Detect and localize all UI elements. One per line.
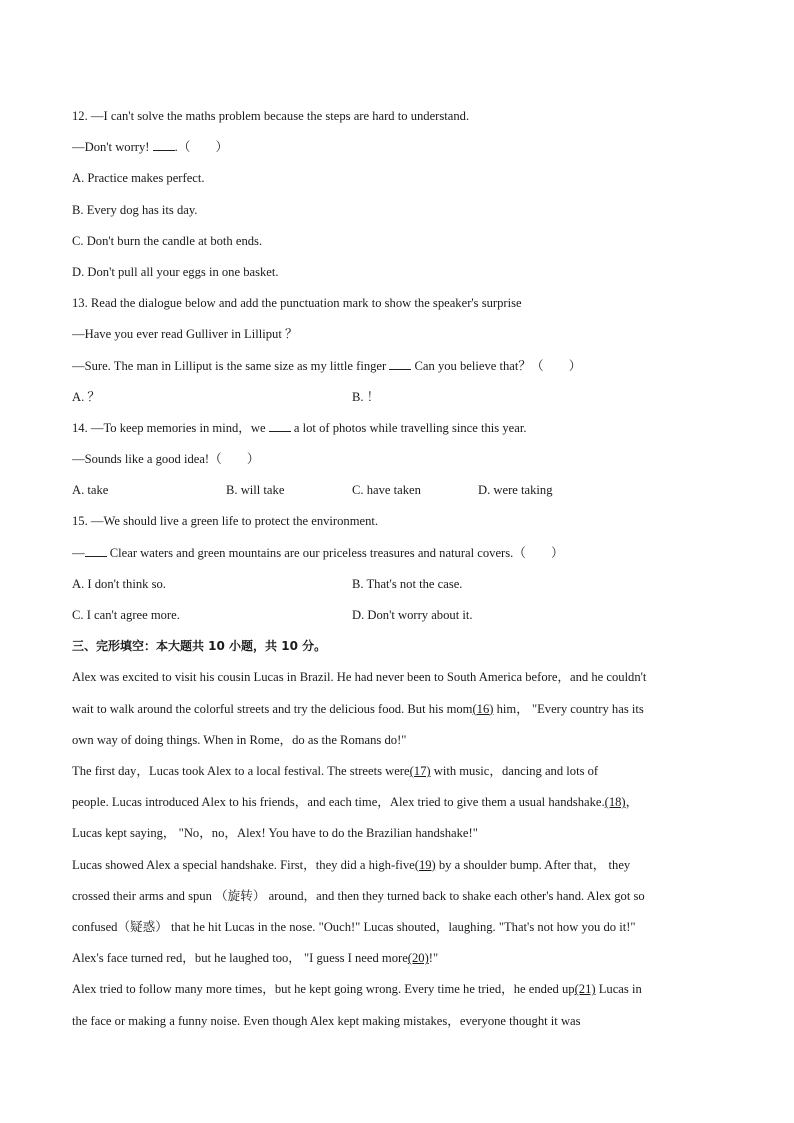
passage-line: Alex was excited to visit his cousin Lucas in Brazil. He had never been to South America before，and he couldn't: [72, 670, 647, 685]
q15-reply: [72, 538, 722, 569]
q12-reply: [72, 132, 722, 163]
q14-option-c[interactable]: C. have taken: [352, 483, 421, 498]
q15-reply-start: —: [72, 545, 85, 560]
passage-text: ，: [625, 795, 639, 810]
passage-text: wait to walk around the colorful streets and try the delicious food. But his mom: [72, 701, 473, 716]
q15-option-a[interactable]: A. I don't think so.: [72, 576, 166, 591]
passage: [72, 662, 722, 1036]
q13-option-a[interactable]: A. ？: [72, 389, 100, 404]
passage-text: The first day，Lucas took Alex to a local festival. The streets were: [72, 763, 410, 778]
passage-line: [72, 694, 722, 725]
q14-option-a[interactable]: A. take: [72, 483, 109, 498]
passage-line: [72, 850, 722, 881]
passage-text: !": [428, 951, 439, 966]
q15-options-row1: [72, 569, 722, 600]
answer-blank[interactable]: [153, 138, 175, 151]
q15-option-b[interactable]: B. That's not the case.: [352, 576, 463, 591]
blank-19[interactable]: (19): [414, 857, 436, 872]
q13-options: [72, 382, 722, 413]
blank-21[interactable]: (21): [574, 982, 596, 997]
passage-text: Lucas in: [595, 982, 642, 997]
q14-question-start: 14. —To keep memories in mind，we: [72, 420, 269, 435]
q15-option-d[interactable]: D. Don't worry about it.: [352, 608, 473, 622]
answer-blank[interactable]: [269, 419, 291, 432]
q12-option-c[interactable]: C. Don't burn the candle at both ends.: [72, 233, 263, 248]
q14-options: [72, 475, 722, 506]
q13-line2-end: Can you believe that？（ ）: [411, 358, 582, 373]
blank-18[interactable]: (18): [604, 795, 626, 810]
q13-line2-start: —Sure. The man in Lilliput is the same size as my little finger: [72, 358, 390, 373]
q12-option-a[interactable]: A. Practice makes perfect.: [72, 171, 205, 186]
passage-line: the face or making a funny noise. Even though Alex kept making mistakes，everyone thought it was: [72, 1013, 581, 1028]
section-title: 三、完形填空：本大题共 10 小题，共 10 分。: [72, 639, 327, 654]
q12-option-b[interactable]: B. Every dog has its day.: [72, 202, 198, 217]
passage-line: [72, 787, 722, 818]
q12-option-d[interactable]: D. Don't pull all your eggs in one basket.: [72, 264, 279, 279]
passage-line: [72, 756, 722, 787]
blank-20[interactable]: (20): [407, 951, 429, 966]
q15-question: 15. —We should live a green life to protect the environment.: [72, 514, 379, 529]
q14-option-d[interactable]: D. were taking: [478, 483, 553, 498]
answer-blank[interactable]: [85, 544, 107, 557]
passage-text: Alex's face turned red，but he laughed too， "I guess I need more: [72, 951, 408, 966]
blank-16[interactable]: (16): [472, 701, 494, 716]
passage-line: confused（疑惑） that he hit Lucas in the nose. "Ouch!" Lucas shouted，laughing. "That's not how you do it!": [72, 920, 636, 934]
q14-question: [72, 413, 722, 444]
exam-page: [72, 101, 722, 1037]
passage-text: him， "Every country has its: [493, 701, 644, 716]
passage-text: people. Lucas introduced Alex to his friends，and each time，Alex tried to give them a usual handshake.: [72, 795, 605, 810]
q13-line1: —Have you ever read Gulliver in Lilliput ？: [72, 327, 298, 342]
passage-line: Lucas kept saying， "No，no，Alex! You have to do the Brazilian handshake!": [72, 826, 478, 841]
passage-text: Lucas showed Alex a special handshake. First，they did a high-five: [72, 857, 415, 872]
q15-option-c[interactable]: C. I can't agree more.: [72, 608, 180, 622]
passage-text: with music，dancing and lots of: [430, 763, 599, 778]
q15-reply-end: Clear waters and green mountains are our priceless treasures and natural covers.（ ）: [106, 545, 564, 560]
passage-line: [72, 974, 722, 1005]
passage-line: [72, 943, 722, 974]
passage-line: crossed their arms and spun （旋转） around，and then they turned back to shake each other's hand. Alex got so: [72, 888, 645, 903]
passage-text: by a shoulder bump. After that， they: [435, 857, 631, 872]
q13-line2: [72, 351, 722, 382]
q14-option-b[interactable]: B. will take: [226, 483, 285, 498]
q12-reply-end: .（ ）: [174, 140, 229, 155]
q13-question: 13. Read the dialogue below and add the punctuation mark to show the speaker's surprise: [72, 296, 522, 311]
q14-question-end: a lot of photos while travelling since this year.: [290, 420, 527, 435]
q12-reply-start: —Don't worry!: [72, 140, 153, 155]
answer-blank[interactable]: [389, 357, 411, 370]
q13-option-b[interactable]: B. ！: [352, 389, 380, 404]
q15-options-row2: [72, 600, 722, 631]
blank-17[interactable]: (17): [409, 763, 431, 778]
passage-text: Alex tried to follow many more times，but he kept going wrong. Every time he tried，he ended up: [72, 982, 575, 997]
q14-reply: —Sounds like a good idea!（ ）: [72, 452, 260, 467]
q12-question: 12. —I can't solve the maths problem because the steps are hard to understand.: [72, 109, 470, 123]
passage-line: own way of doing things. When in Rome，do as the Romans do!": [72, 732, 407, 747]
